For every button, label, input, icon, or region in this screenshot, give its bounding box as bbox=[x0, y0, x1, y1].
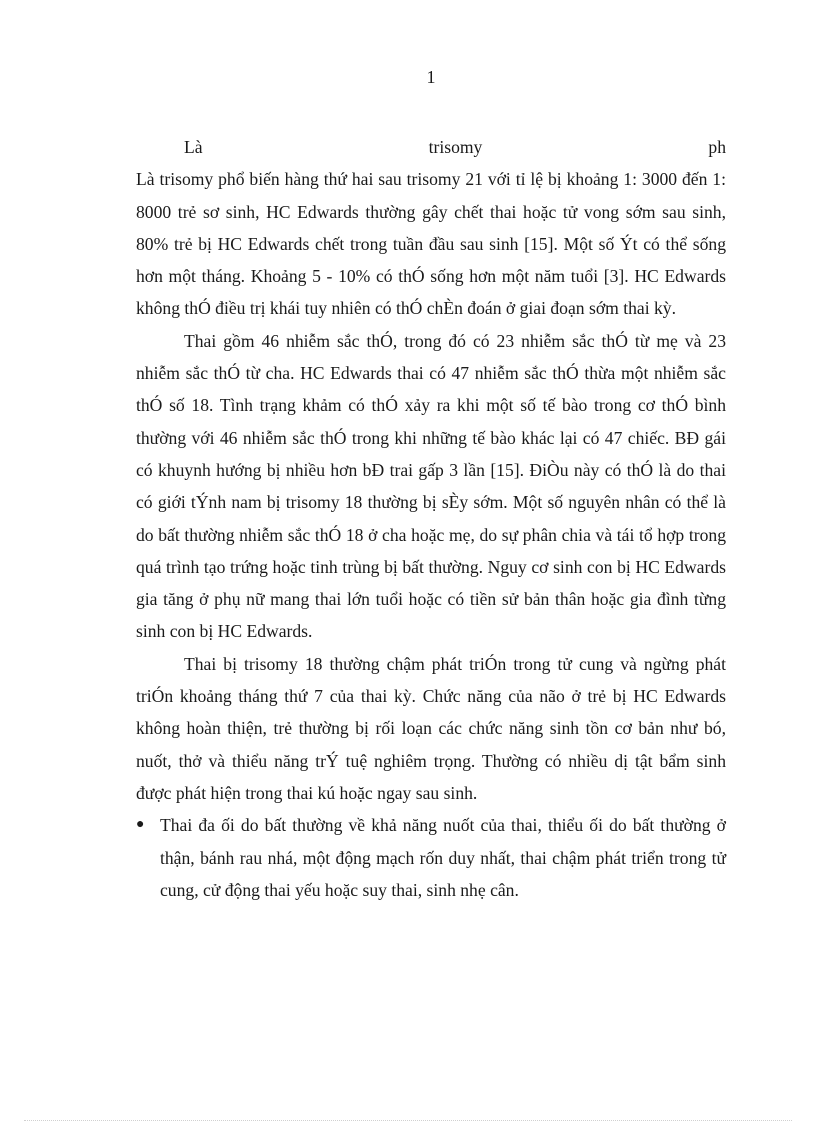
paragraph-3: Thai bị trisomy 18 thường chậm phát triÓn trong tử cung và ngừng phát triÓn khoảng tháng thứ 7 của thai kỳ. Chức năng của não ở trẻ bị HC Edwards không hoàn thiện, trẻ thường bị rối loạn các chức năng sinh tồn cơ bản như bó, nuốt, thở và thiểu năng trÝ tuệ nghiêm trọng. Thường có nhiều dị tật bẩm sinh được phát hiện trong thai kú hoặc ngay sau sinh. bbox=[136, 653, 726, 803]
paragraph-2: Thai gồm 46 nhiễm sắc thÓ, trong đó có 23 nhiễm sắc thÓ từ mẹ và 23 nhiễm sắc thÓ từ cha. HC Edwards thai có 47 nhiễm sắc thÓ thừa một nhiễm sắc thÓ số 18. Tình trạng khảm có thÓ xảy ra khi một số tế bào trong cơ thÓ bình thường với 46 nhiễm sắc thÓ trong khi những tế bào khác lại có 47 chiếc. BÐ gái có khuynh hướng bị nhiều hơn bÐ trai gấp 3 lần [15]. ĐiÒu này có thÓ là do thai có giới tÝnh nam bị trisomy 18 thường bị sÈy sớm. Một số nguyên nhân có thể là do bất thường nhiễm sắc thÓ 18 ở cha hoặc mẹ, do sự phân chia và tái tổ hợp trong quá trình tạo trứng hoặc tinh trùng bị bất thường. Nguy cơ sinh con bị HC Edwards gia tăng ở phụ nữ mang thai lớn tuổi hoặc có tiền sử bản thân hoặc gia đình từng sinh con bị HC Edwards. bbox=[136, 330, 726, 642]
bullet-list bbox=[136, 809, 726, 906]
intro-word-1: Là bbox=[184, 137, 203, 157]
bullet-icon: ● bbox=[136, 817, 145, 833]
page-number: 1 bbox=[426, 67, 436, 87]
list-item-text: Thai đa ối do bất thường về khả năng nuốt của thai, thiểu ối do bất thường ở thận, bánh rau nhá, một động mạch rốn duy nhất, thai chậm phát triển trong tử cung, cử động thai yếu hoặc suy thai, sinh nhẹ cân. bbox=[160, 815, 726, 900]
intro-word-2: trisomy bbox=[428, 137, 483, 157]
list-item bbox=[136, 809, 726, 906]
paragraph-1: Là trisomy phổ biến hàng thứ hai sau trisomy 21 với tỉ lệ bị khoảng 1: 3000 đến 1: 8000 trẻ sơ sinh, HC Edwards thường gây chết thai hoặc tử vong sớm sau sinh, 80% trẻ bị HC Edwards chết trong tuần đầu sau sinh [15]. Một số Ýt có thể sống hơn một tháng. Khoảng 5 - 10% có thÓ sống hơn một năm tuổi [3]. HC Edwards không thÓ điều trị khái tuy nhiên có thÓ chÈn đoán ở giai đoạn sớm thai kỳ. bbox=[136, 169, 726, 319]
page-bottom-divider bbox=[24, 1120, 792, 1121]
intro-word-3: ph bbox=[708, 137, 726, 157]
justified-intro-line bbox=[136, 131, 726, 163]
document-body bbox=[136, 131, 726, 906]
